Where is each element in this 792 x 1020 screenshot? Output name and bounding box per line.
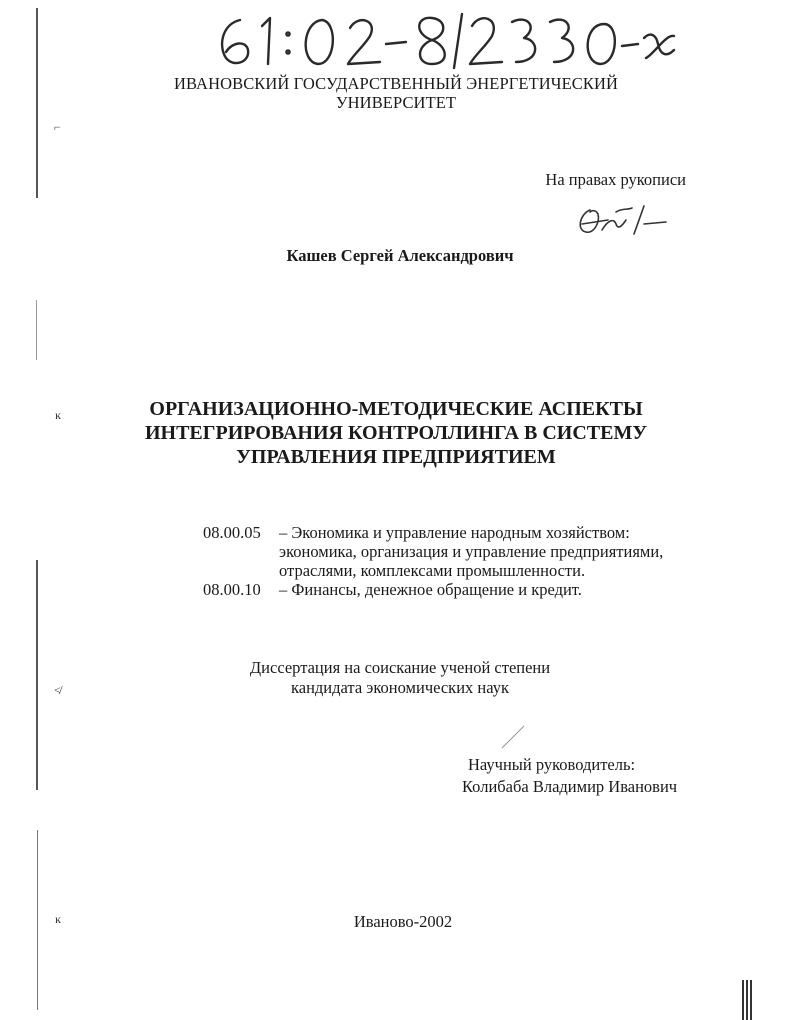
dissertation-title	[0, 397, 792, 469]
city-and-year: Иваново-2002	[353, 912, 453, 931]
scan-mark: ⌐	[54, 120, 61, 134]
degree-line-1: Диссертация на соискание ученой степени	[249, 658, 551, 677]
title-line-2: ИНТЕГРИРОВАНИЯ КОНТРОЛЛИНГА В СИСТЕМУ	[144, 422, 648, 444]
university-line-2: УНИВЕРСИТЕТ	[335, 93, 457, 112]
manuscript-rights-note: На правах рукописи	[545, 170, 686, 189]
pen-stroke-mark	[498, 722, 528, 752]
degree-line-2: кандидата экономических наук	[290, 678, 509, 697]
university-name	[0, 74, 792, 112]
specialty-code: 08.00.10	[203, 580, 261, 599]
handwritten-signature	[572, 200, 672, 238]
supervisor-name: Колибаба Владимир Иванович	[462, 777, 678, 796]
specialty-description	[279, 580, 743, 599]
specialty-description	[279, 523, 743, 580]
university-line-1: ИВАНОВСКИЙ ГОСУДАРСТВЕННЫЙ ЭНЕРГЕТИЧЕСКИЙ	[173, 74, 619, 93]
degree-statement	[0, 658, 792, 698]
scan-mark: ≮	[54, 683, 61, 697]
author-name: Кашев Сергей Александрович	[286, 246, 514, 265]
title-line-1: ОРГАНИЗАЦИОННО-МЕТОДИЧЕСКИЕ АСПЕКТЫ	[149, 398, 643, 420]
specialty-line: экономика, организация и управление предприятиями,	[279, 542, 664, 561]
scientific-supervisor	[462, 754, 762, 798]
specialty-list	[203, 523, 743, 599]
supervisor-label: Научный руководитель:	[468, 755, 636, 774]
scan-edge-line	[36, 300, 37, 360]
specialty-item	[203, 523, 743, 580]
handwritten-archive-code	[210, 6, 680, 74]
specialty-item	[203, 580, 743, 599]
scan-mark: ĸ	[55, 912, 61, 926]
specialty-code: 08.00.05	[203, 523, 261, 542]
scan-mark: ĸ	[55, 408, 61, 422]
specialty-line: – Финансы, денежное обращение и кредит.	[279, 580, 582, 599]
specialty-line: отраслями, комплексами промышленности.	[279, 561, 586, 580]
specialty-line: – Экономика и управление народным хозяйством:	[279, 523, 630, 542]
scan-edge-line	[742, 980, 754, 1020]
title-line-3: УПРАВЛЕНИЯ ПРЕДПРИЯТИЕМ	[236, 446, 556, 468]
